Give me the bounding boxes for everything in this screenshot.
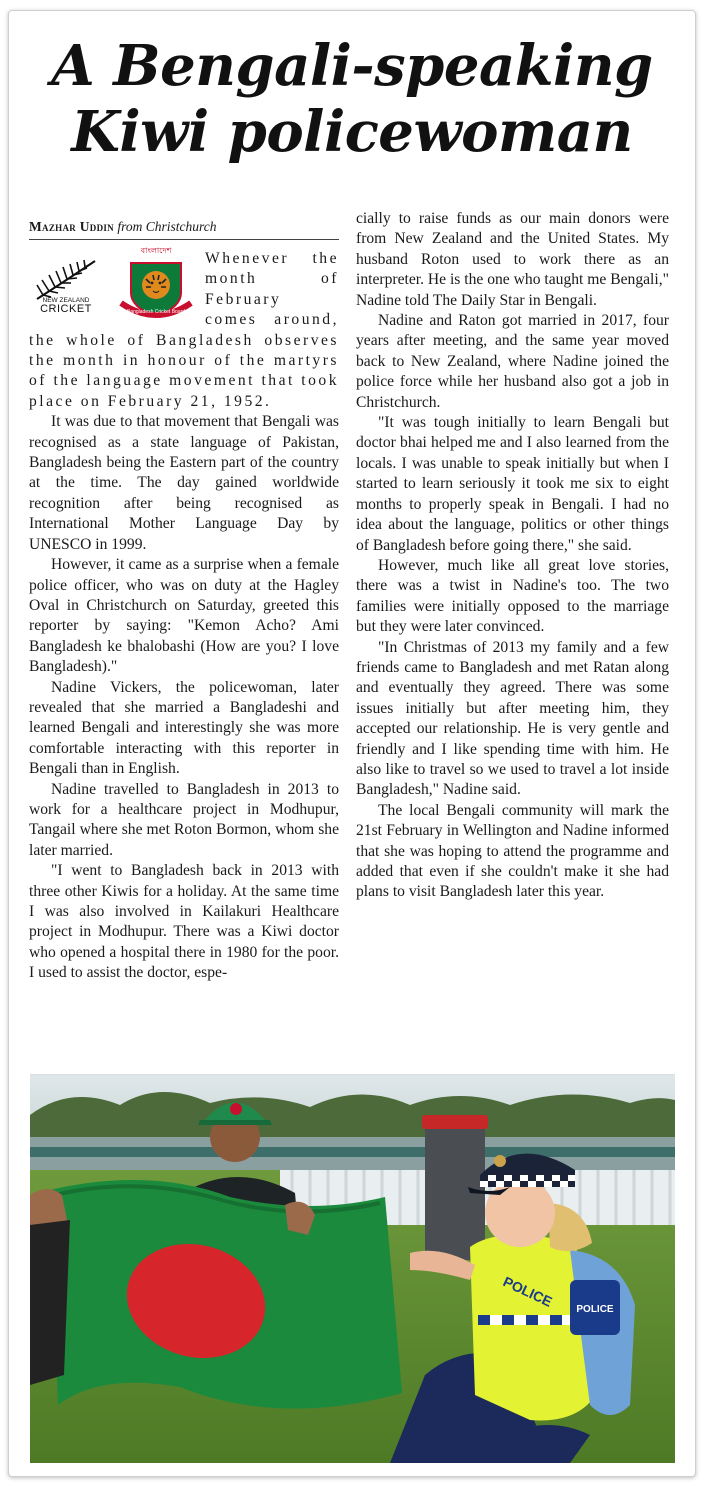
headline-line-1: A Bengali-speaking	[51, 33, 653, 99]
paragraph-7: cially to raise funds as our main donors were from New Zealand and the United States. My husband Roton used to work there as an interpreter. He is the one who taught me Bengali," Nadine told The Daily Star in Bengali.	[356, 210, 669, 309]
paragraph-11: "In Christmas of 2013 my family and a few friends came to Bangladesh and met Ratan along and eventually they agreed. There was some issues initially but after meeting him, they accepted our relationship. He is very gentle and friendly and I like spending time with him. He also like to travel so we used to travel a lot inside Bangladesh," Nadine said.	[356, 638, 669, 799]
paragraph-5: Nadine travelled to Bangladesh in 2013 to work for a healthcare project in Modhupur, Tangail where she met Roton Bormon, whom she later married.	[29, 780, 339, 859]
nz-logo-small-text: NEW ZEALAND	[42, 297, 90, 304]
headline	[9, 33, 695, 165]
paragraph-2: It was due to that movement that Bengali was recognised as a state language of Pakistan, Bangladesh being the Eastern part of the country at the time. The day gained worldwide recognition after being recognised as International Mother Language Day by UNESCO in 1999.	[29, 413, 339, 553]
author-name: Mazhar Uddin	[29, 219, 114, 234]
paragraph-10: However, much like all great love stories, there was a twist in Nadine's too. The two families were initially opposed to the marriage but they were later convinced.	[356, 556, 669, 636]
paragraph-1: Whenever the month of February comes around, the whole of Bangladesh observes the month in honour of the martyrs of the language movement that took place on February 21, 1952.	[29, 250, 339, 410]
paragraph-12: The local Bengali community will mark the 21st February in Wellington and Nadine informed that she was hoping to attend the programme and added that even if she couldn't make it she had plans to visit Bangladesh later this year.	[356, 801, 669, 901]
news-photo	[30, 1074, 675, 1463]
headline-line-2: Kiwi policewoman	[71, 99, 633, 165]
bcb-bottom-text: Bangladesh Cricket Board	[126, 309, 186, 315]
author-location: from Christchurch	[117, 219, 217, 234]
bcb-top-text: বাংলাদেশ	[140, 246, 172, 255]
police-vest-text: POLICE	[500, 1273, 555, 1310]
article-column-2	[356, 209, 669, 903]
paragraph-6: "I went to Bangladesh back in 2013 with three other Kiwis for a holiday. At the same time I was also involved in Kailakuri Healthcare project in Modhupur. There was a Kiwi doctor who opened a hospital there in 1980 for the poor. I used to assist the doctor, espe-	[29, 862, 339, 982]
article-column-1	[29, 219, 339, 984]
newspaper-page	[8, 10, 696, 1477]
paragraph-3: However, it came as a surprise when a female police officer, who was on duty at the Hagley Oval in Christchurch on Saturday, greeted this reporter by saying: "Kemon Acho? Ami Bangladesh ke bhalobashi (How are you? I love Bangladesh)."	[29, 556, 339, 676]
photo-illustration	[30, 1075, 675, 1463]
paragraph-4: Nadine Vickers, the policewoman, later revealed that she married a Bangladeshi and learned Bengali and interestingly she was more comfortable interacting with this reporter in Bengali than in English.	[29, 678, 339, 778]
nz-logo-big-text: CRICKET	[40, 303, 92, 315]
logos	[29, 246, 199, 321]
paragraph-9: "It was tough initially to learn Bengali but doctor bhai helped me and I also learned from the locals. I was unable to speak initially but when I started to learn seriously it took me six to eight months to properly speak in Bengali. I had no idea about the language, politics or other things of Bangladesh before going there," she said.	[356, 414, 669, 554]
byline	[29, 219, 339, 240]
paragraph-8: Nadine and Raton got married in 2017, four years after meeting, and the same year moved back to New Zealand, where Nadine joined the police force while her husband also got a job in Christchurch.	[356, 312, 669, 411]
police-badge-text: POLICE	[576, 1304, 614, 1315]
nz-cricket-logo	[31, 297, 101, 315]
